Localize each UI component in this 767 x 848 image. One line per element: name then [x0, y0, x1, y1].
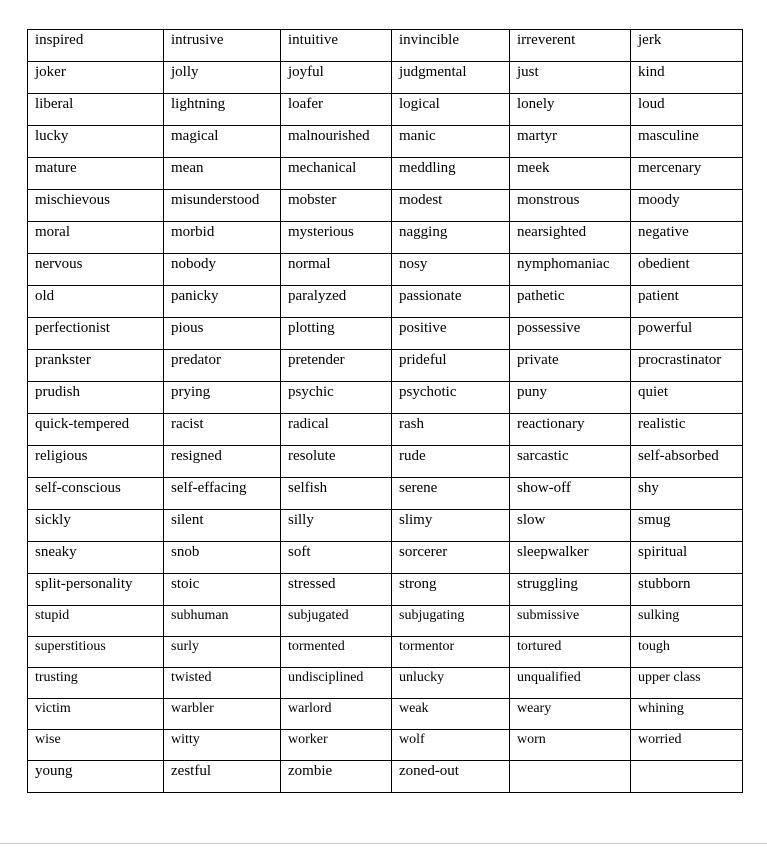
- table-cell: lucky: [28, 126, 164, 158]
- table-cell: intrusive: [164, 30, 281, 62]
- character-trait-table: [27, 29, 743, 793]
- table-cell: plotting: [281, 318, 392, 350]
- table-cell: mysterious: [281, 222, 392, 254]
- table-cell: nervous: [28, 254, 164, 286]
- table-cell: tough: [631, 637, 743, 668]
- table-cell: old: [28, 286, 164, 318]
- table-cell: sickly: [28, 510, 164, 542]
- table-cell: sarcastic: [510, 446, 631, 478]
- table-cell: paralyzed: [281, 286, 392, 318]
- table-cell: positive: [392, 318, 510, 350]
- table-cell: misunderstood: [164, 190, 281, 222]
- table-cell: perfectionist: [28, 318, 164, 350]
- table-row: [28, 637, 743, 668]
- table-cell: morbid: [164, 222, 281, 254]
- table-cell: subjugated: [281, 606, 392, 637]
- table-cell: meddling: [392, 158, 510, 190]
- table-cell: self-effacing: [164, 478, 281, 510]
- table-row: [28, 542, 743, 574]
- table-cell: mobster: [281, 190, 392, 222]
- table-cell: [510, 761, 631, 793]
- table-row: [28, 318, 743, 350]
- table-cell: mechanical: [281, 158, 392, 190]
- table-cell: worker: [281, 730, 392, 761]
- table-cell: prideful: [392, 350, 510, 382]
- table-cell: meek: [510, 158, 631, 190]
- table-row: [28, 510, 743, 542]
- table-cell: trusting: [28, 668, 164, 699]
- table-cell: unlucky: [392, 668, 510, 699]
- table-cell: modest: [392, 190, 510, 222]
- table-cell: prying: [164, 382, 281, 414]
- table-cell: wolf: [392, 730, 510, 761]
- table-cell: joker: [28, 62, 164, 94]
- table-row: [28, 478, 743, 510]
- table-row: [28, 222, 743, 254]
- table-cell: whining: [631, 699, 743, 730]
- table-cell: pathetic: [510, 286, 631, 318]
- table-cell: shy: [631, 478, 743, 510]
- table-cell: kind: [631, 62, 743, 94]
- table-row: [28, 126, 743, 158]
- table-cell: stupid: [28, 606, 164, 637]
- table-row: [28, 158, 743, 190]
- table-cell: tormentor: [392, 637, 510, 668]
- table-cell: moral: [28, 222, 164, 254]
- table-cell: inspired: [28, 30, 164, 62]
- table-cell: worried: [631, 730, 743, 761]
- table-cell: reactionary: [510, 414, 631, 446]
- table-cell: joyful: [281, 62, 392, 94]
- table-cell: zombie: [281, 761, 392, 793]
- table-cell: warbler: [164, 699, 281, 730]
- table-cell: silent: [164, 510, 281, 542]
- table-cell: tormented: [281, 637, 392, 668]
- table-cell: irreverent: [510, 30, 631, 62]
- table-cell: prankster: [28, 350, 164, 382]
- table-row: [28, 730, 743, 761]
- table-row: [28, 350, 743, 382]
- table-cell: superstitious: [28, 637, 164, 668]
- table-cell: magical: [164, 126, 281, 158]
- table-cell: mischievous: [28, 190, 164, 222]
- table-cell: liberal: [28, 94, 164, 126]
- table-cell: strong: [392, 574, 510, 606]
- table-cell: resigned: [164, 446, 281, 478]
- table-cell: nymphomaniac: [510, 254, 631, 286]
- table-cell: weak: [392, 699, 510, 730]
- table-cell: subjugating: [392, 606, 510, 637]
- table-cell: pretender: [281, 350, 392, 382]
- table-cell: psychotic: [392, 382, 510, 414]
- table-cell: normal: [281, 254, 392, 286]
- table-cell: stoic: [164, 574, 281, 606]
- table-cell: monstrous: [510, 190, 631, 222]
- table-cell: undisciplined: [281, 668, 392, 699]
- table-cell: panicky: [164, 286, 281, 318]
- table-cell: struggling: [510, 574, 631, 606]
- table-row: [28, 606, 743, 637]
- table-row: [28, 94, 743, 126]
- table-cell: soft: [281, 542, 392, 574]
- table-cell: realistic: [631, 414, 743, 446]
- table-cell: rude: [392, 446, 510, 478]
- table-cell: invincible: [392, 30, 510, 62]
- table-cell: private: [510, 350, 631, 382]
- table-cell: sulking: [631, 606, 743, 637]
- table-row: [28, 761, 743, 793]
- table-cell: sorcerer: [392, 542, 510, 574]
- table-cell: passionate: [392, 286, 510, 318]
- table-cell: manic: [392, 126, 510, 158]
- table-cell: possessive: [510, 318, 631, 350]
- table-cell: judgmental: [392, 62, 510, 94]
- page-bottom-divider: [0, 843, 767, 844]
- table-cell: selfish: [281, 478, 392, 510]
- table-row: [28, 254, 743, 286]
- table-cell: unqualified: [510, 668, 631, 699]
- table-row: [28, 699, 743, 730]
- table-cell: snob: [164, 542, 281, 574]
- table-cell: puny: [510, 382, 631, 414]
- table-cell: racist: [164, 414, 281, 446]
- table-cell: rash: [392, 414, 510, 446]
- table-cell: spiritual: [631, 542, 743, 574]
- table-cell: slow: [510, 510, 631, 542]
- table-cell: powerful: [631, 318, 743, 350]
- table-cell: psychic: [281, 382, 392, 414]
- table-cell: logical: [392, 94, 510, 126]
- table-cell: submissive: [510, 606, 631, 637]
- table-cell: witty: [164, 730, 281, 761]
- table-cell: upper class: [631, 668, 743, 699]
- table-cell: prudish: [28, 382, 164, 414]
- table-cell: slimy: [392, 510, 510, 542]
- table-cell: young: [28, 761, 164, 793]
- table-cell: obedient: [631, 254, 743, 286]
- table-cell: mature: [28, 158, 164, 190]
- table-cell: self-absorbed: [631, 446, 743, 478]
- table-cell: jerk: [631, 30, 743, 62]
- table-cell: smug: [631, 510, 743, 542]
- table-row: [28, 574, 743, 606]
- table-cell: resolute: [281, 446, 392, 478]
- table-cell: nagging: [392, 222, 510, 254]
- table-cell: worn: [510, 730, 631, 761]
- table-cell: mercenary: [631, 158, 743, 190]
- table-cell: sneaky: [28, 542, 164, 574]
- table-cell: stressed: [281, 574, 392, 606]
- table-row: [28, 30, 743, 62]
- table-cell: quick-tempered: [28, 414, 164, 446]
- table-cell: intuitive: [281, 30, 392, 62]
- table-cell: silly: [281, 510, 392, 542]
- table-cell: quiet: [631, 382, 743, 414]
- table-cell: pious: [164, 318, 281, 350]
- table-cell: warlord: [281, 699, 392, 730]
- table-cell: stubborn: [631, 574, 743, 606]
- table-cell: nobody: [164, 254, 281, 286]
- table-cell: negative: [631, 222, 743, 254]
- table-cell: split-personality: [28, 574, 164, 606]
- table-cell: [631, 761, 743, 793]
- table-cell: lightning: [164, 94, 281, 126]
- table-cell: nearsighted: [510, 222, 631, 254]
- table-cell: self-conscious: [28, 478, 164, 510]
- table-cell: show-off: [510, 478, 631, 510]
- table-cell: victim: [28, 699, 164, 730]
- table-cell: lonely: [510, 94, 631, 126]
- table-cell: procrastinator: [631, 350, 743, 382]
- table-cell: jolly: [164, 62, 281, 94]
- table-cell: just: [510, 62, 631, 94]
- table-cell: loud: [631, 94, 743, 126]
- table-cell: masculine: [631, 126, 743, 158]
- table-cell: twisted: [164, 668, 281, 699]
- table-cell: moody: [631, 190, 743, 222]
- table-cell: weary: [510, 699, 631, 730]
- table-cell: subhuman: [164, 606, 281, 637]
- table-row: [28, 190, 743, 222]
- word-table-body: [28, 30, 743, 793]
- table-row: [28, 62, 743, 94]
- table-row: [28, 668, 743, 699]
- table-row: [28, 286, 743, 318]
- table-cell: nosy: [392, 254, 510, 286]
- table-cell: loafer: [281, 94, 392, 126]
- table-row: [28, 446, 743, 478]
- table-row: [28, 382, 743, 414]
- table-cell: tortured: [510, 637, 631, 668]
- table-cell: sleepwalker: [510, 542, 631, 574]
- table-cell: predator: [164, 350, 281, 382]
- table-cell: serene: [392, 478, 510, 510]
- table-cell: malnourished: [281, 126, 392, 158]
- table-cell: mean: [164, 158, 281, 190]
- table-cell: zoned-out: [392, 761, 510, 793]
- table-cell: radical: [281, 414, 392, 446]
- table-row: [28, 414, 743, 446]
- table-cell: surly: [164, 637, 281, 668]
- table-cell: religious: [28, 446, 164, 478]
- table-cell: wise: [28, 730, 164, 761]
- table-cell: patient: [631, 286, 743, 318]
- table-cell: martyr: [510, 126, 631, 158]
- table-cell: zestful: [164, 761, 281, 793]
